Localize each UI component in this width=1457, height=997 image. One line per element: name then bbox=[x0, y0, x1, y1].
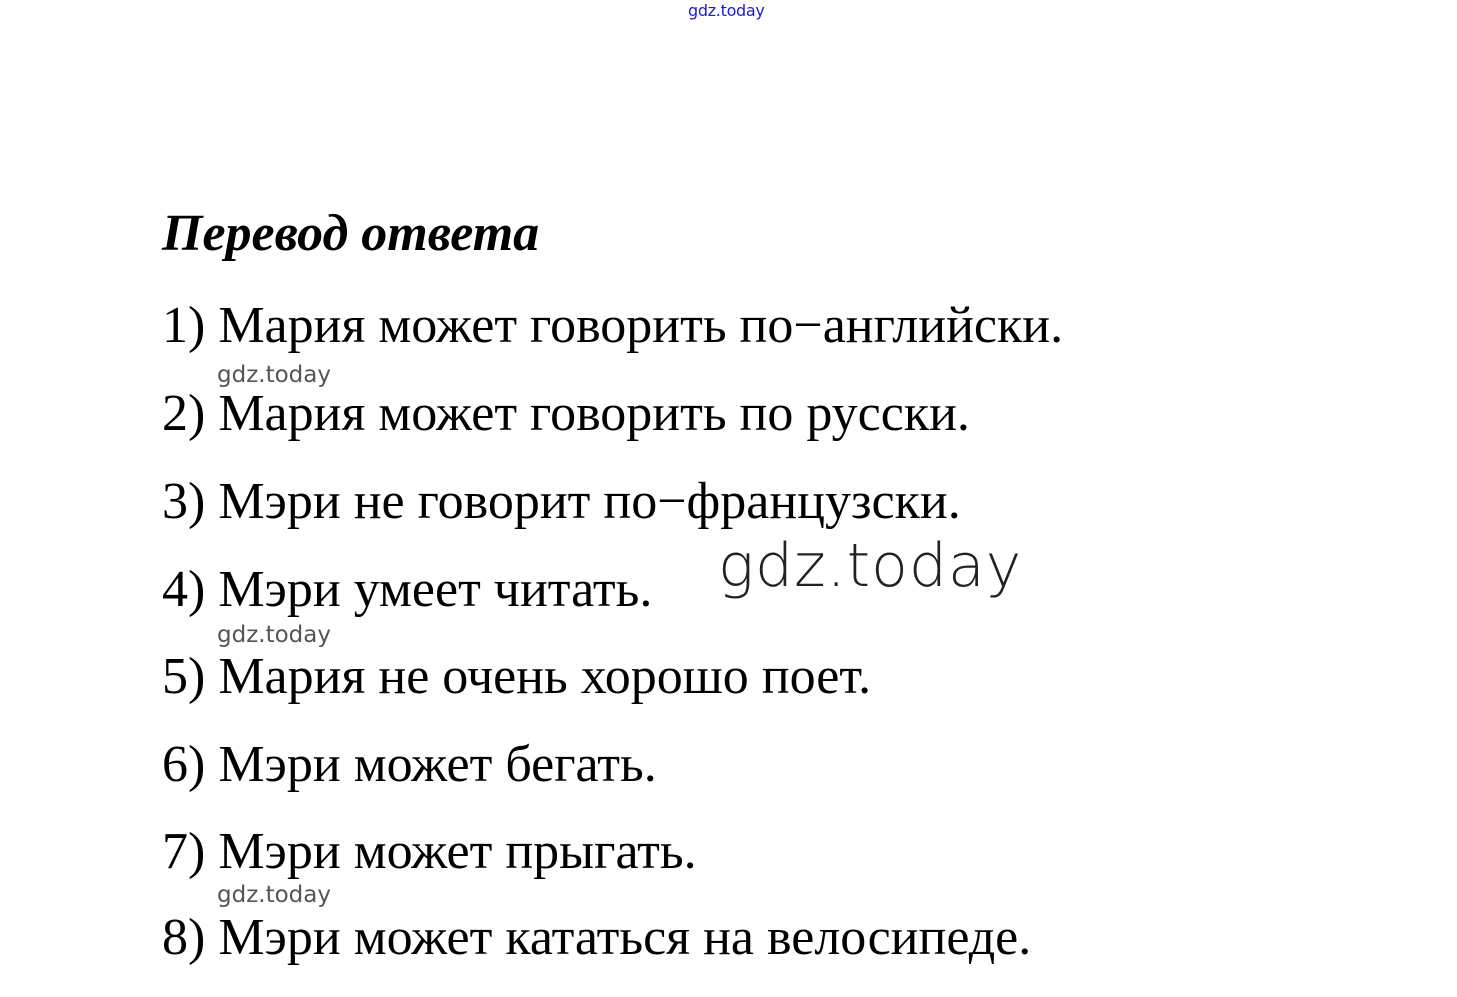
answer-item-4: 4) Мэри умеет читать. bbox=[162, 561, 653, 618]
watermark-small-3: gdz.today bbox=[217, 882, 331, 908]
answer-item-3: 3) Мэри не говорит по−французски. bbox=[162, 473, 961, 530]
watermark-small-1: gdz.today bbox=[217, 362, 331, 388]
answer-item-6: 6) Мэри может бегать. bbox=[162, 736, 657, 793]
watermark-large: gdz.today bbox=[718, 531, 1023, 601]
watermark-small-2: gdz.today bbox=[217, 622, 331, 648]
page-heading: Перевод ответа bbox=[162, 205, 540, 262]
answer-item-2: 2) Мария может говорить по русски. bbox=[162, 385, 970, 442]
answer-item-8: 8) Мэри может кататься на велосипеде. bbox=[162, 909, 1032, 966]
answer-item-7: 7) Мэри может прыгать. bbox=[162, 823, 697, 880]
watermark-top: gdz.today bbox=[688, 1, 765, 20]
answer-item-5: 5) Мария не очень хорошо поет. bbox=[162, 648, 872, 705]
answer-item-1: 1) Мария может говорить по−английски. bbox=[162, 297, 1064, 354]
